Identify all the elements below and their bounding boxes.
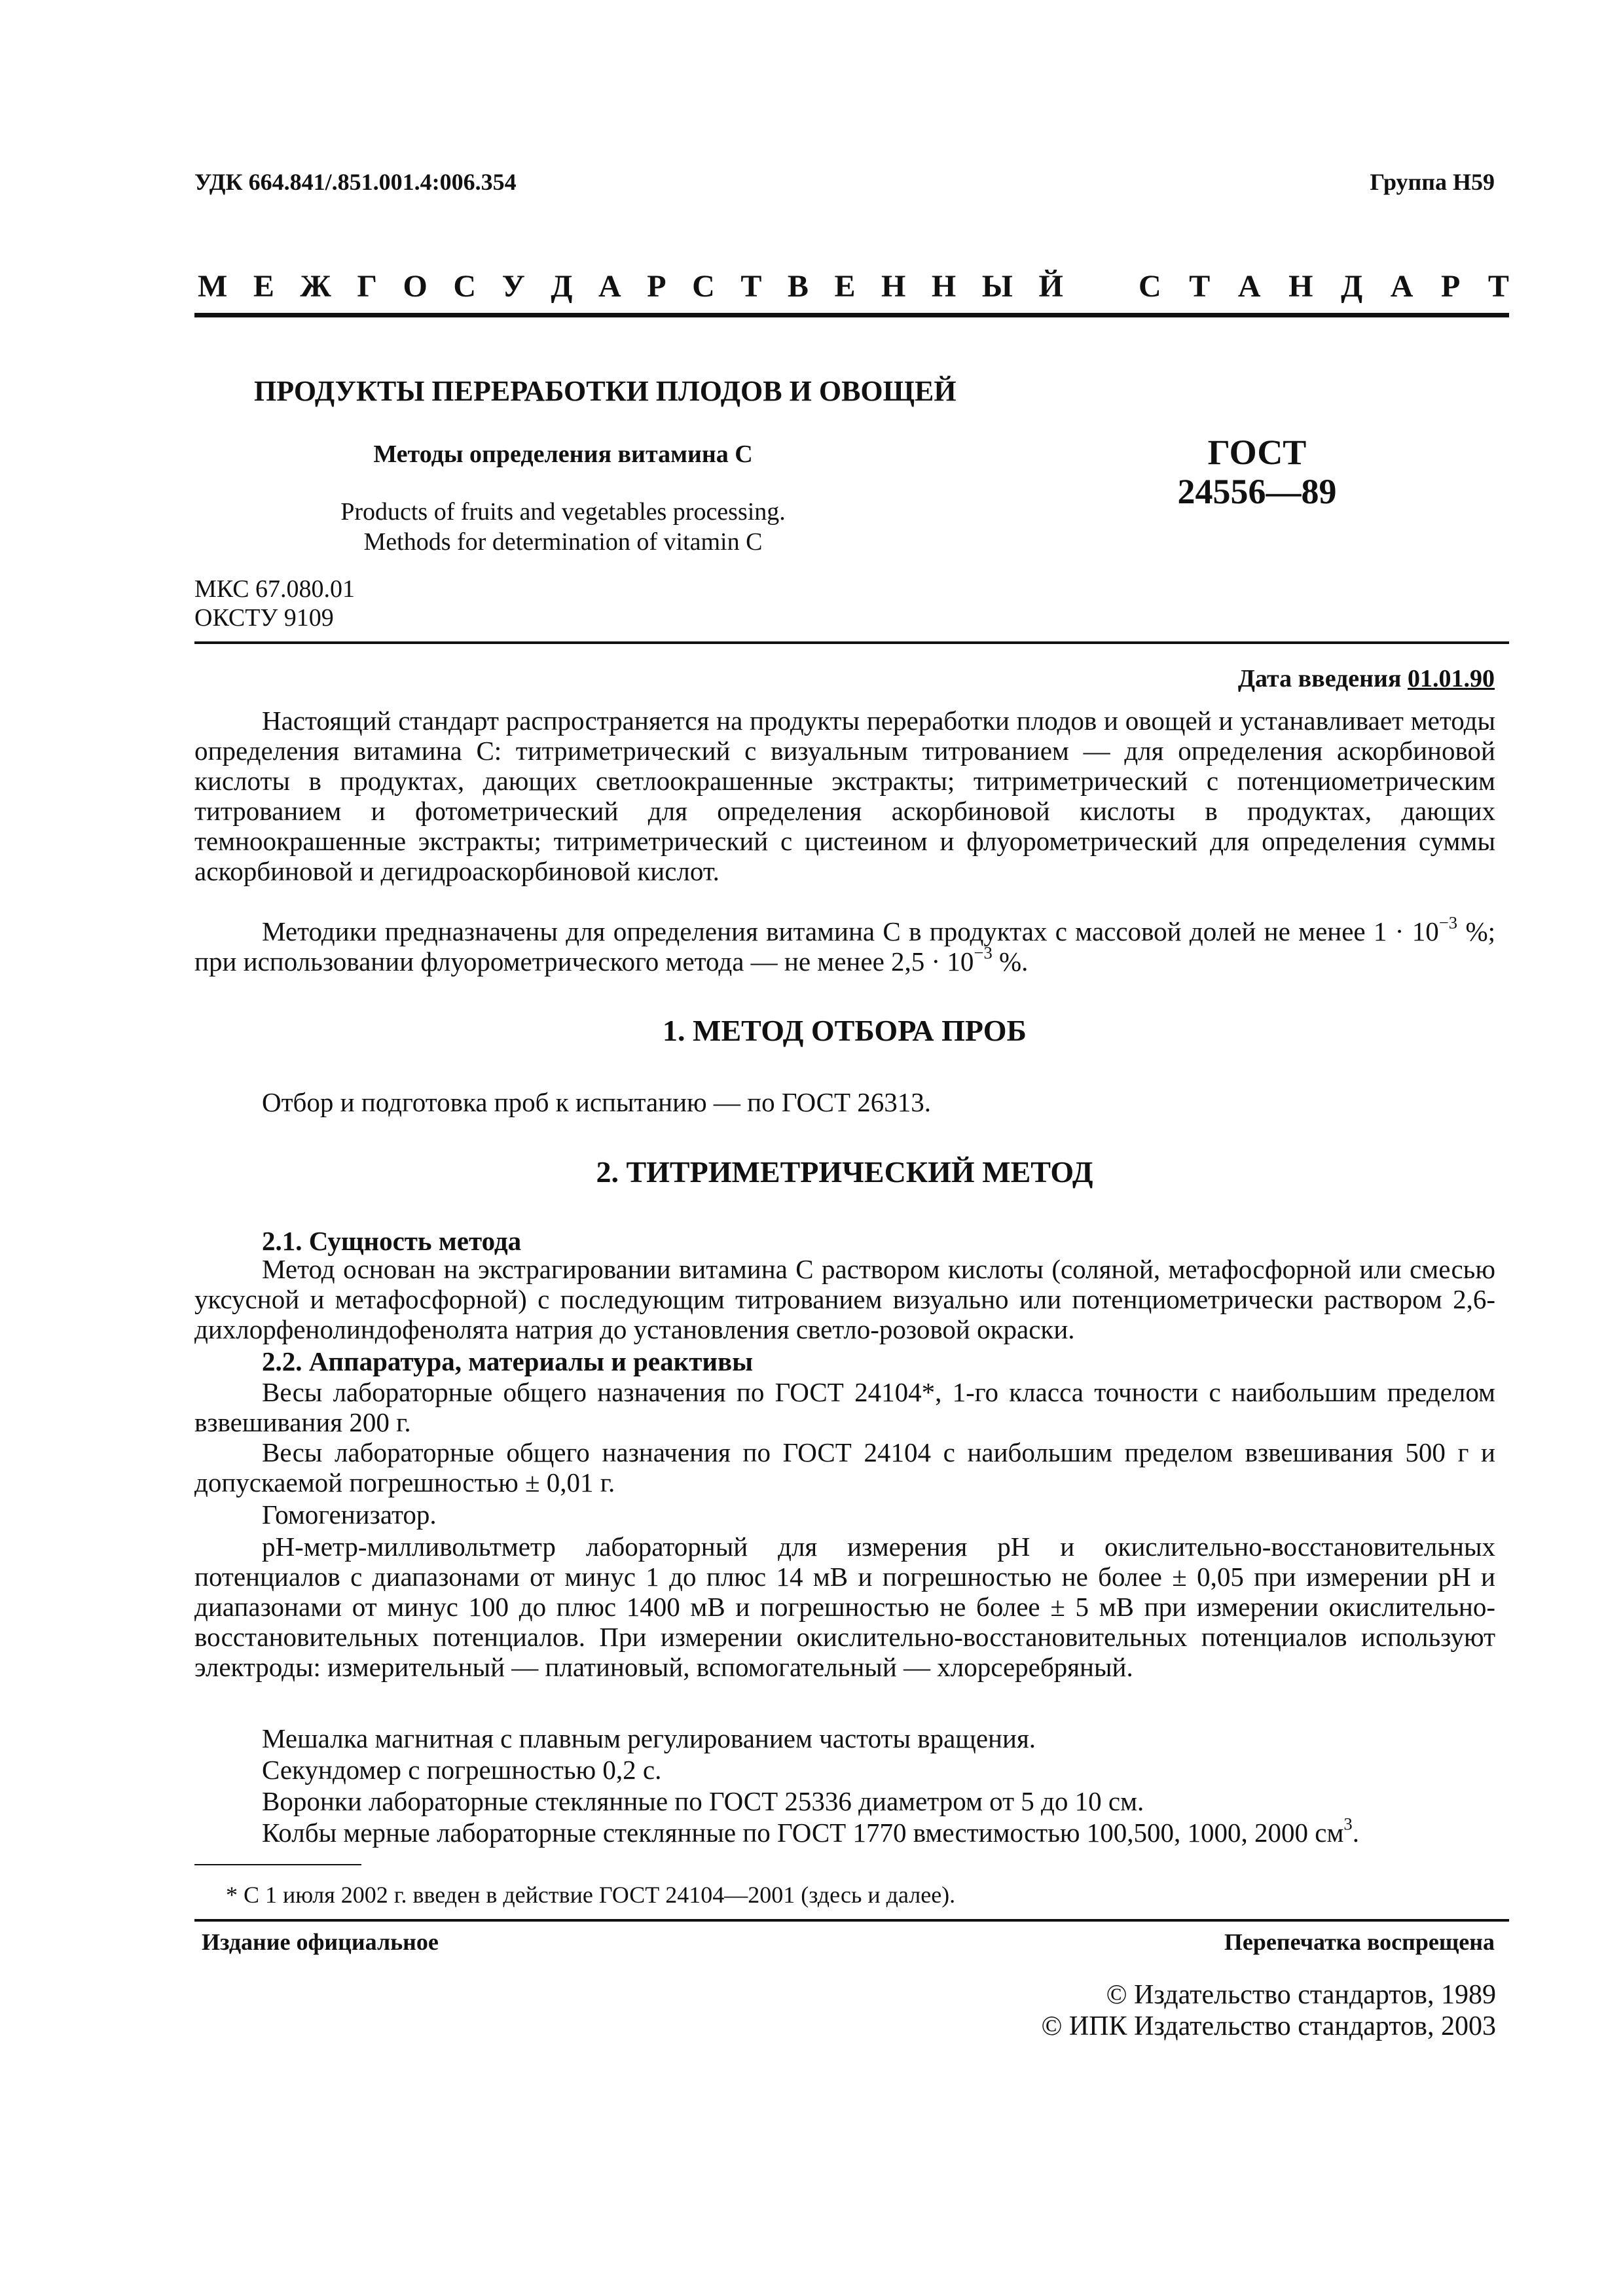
item-scales-2: Весы лабораторные общего назначения по ГОСТ 24104 с наибольшим пределом взвешивания 500 г и допускаемой погрешностью ± 0,01 г.: [194, 1437, 1495, 1498]
footnote: * С 1 июля 2002 г. введен в действие ГОСТ 24104—2001 (здесь и далее).: [226, 1882, 956, 1908]
item-funnels: Воронки лабораторные стеклянные по ГОСТ 25336 диаметром от 5 до 10 см.: [262, 1786, 1144, 1816]
standard-type-word-2-letter: Р: [1440, 269, 1461, 304]
standard-type-word-1-letter: Т: [740, 269, 762, 304]
standard-type-word-1-letter: Н: [931, 269, 957, 304]
standard-type-word-1-letter: У: [501, 269, 525, 304]
footer-rule: [194, 1919, 1509, 1922]
copyright-2: © ИПК Издательство стандартов, 2003: [1041, 2011, 1496, 2041]
standard-type-word-1-letter: М: [198, 269, 228, 304]
english-title-line-1: Products of fruits and vegetables processing.: [340, 498, 786, 526]
document-title: ПРОДУКТЫ ПЕРЕРАБОТКИ ПЛОДОВ И ОВОЩЕЙ: [254, 375, 957, 407]
item-stopwatch: Секундомер с погрешностью 0,2 с.: [262, 1755, 662, 1785]
copyright-1: © Издательство стандартов, 1989: [1106, 1980, 1496, 2010]
title-rule: [194, 641, 1509, 644]
standard-type-word-2-letter: Т: [1487, 269, 1509, 304]
introduction-date-label: Дата введения: [1237, 665, 1402, 692]
subsection-2-2-title: 2.2. Аппаратура, материалы и реактивы: [262, 1346, 754, 1376]
standard-type-word-1-letter: В: [787, 269, 809, 304]
introduction-date-value: 01.01.90: [1408, 665, 1495, 692]
standard-type-word-2-letter: А: [1390, 269, 1413, 304]
introduction-date: [1238, 664, 1495, 693]
standard-type-word-1-letter: А: [598, 269, 621, 304]
standard-type-word-2: [1139, 268, 1509, 304]
standard-type-word-1-letter: Ы: [981, 269, 1013, 304]
standard-type-word-1-letter: Р: [647, 269, 666, 304]
standard-type-word-1-letter: Е: [253, 269, 274, 304]
standard-type-word-1: [198, 268, 1063, 304]
gost-label: ГОСТ: [1207, 433, 1307, 472]
standard-type-heading: [198, 268, 1509, 304]
intro-paragraph-2: Методики предназначены для определения витамина С в продуктах с массовой долей не менее $1 \cdot 10^{-3}$ %; при использовании флуорометрического метода — не менее $2,5 \cdot 10^{-3}$ %.: [194, 912, 1496, 977]
okstu-code: ОКСТУ 9109: [194, 604, 334, 632]
official-edition-label: Издание официальное: [202, 1929, 439, 1955]
standard-type-word-1-letter: Г: [357, 269, 377, 304]
standard-type-word-1-letter: С: [453, 269, 477, 304]
section-2-heading: 2. ТИТРИМЕТРИЧЕСКИЙ МЕТОД: [596, 1155, 1093, 1189]
item-flasks: Колбы мерные лабораторные стеклянные по ГОСТ 1770 вместимостью 100,500, 1000, 2000 $см^3$.: [262, 1814, 1359, 1848]
gost-number: 24556—89: [1177, 472, 1337, 511]
standard-type-word-1-letter: С: [692, 269, 715, 304]
item-scales-1: Весы лабораторные общего назначения по ГОСТ 24104*, 1-го класса точности с наибольшим пределом взвешивания 200 г.: [194, 1377, 1495, 1437]
standard-type-word-2-letter: Т: [1189, 269, 1211, 304]
standard-type-word-2-letter: Д: [1341, 269, 1363, 304]
standard-type-word-1-letter: Ж: [300, 269, 331, 304]
reprint-prohibited-label: Перепечатка воспрещена: [1224, 1929, 1495, 1955]
item-ph-meter: рН-метр-милливольтметр лабораторный для измерения рН и окислительно-восстановительных потенциалов с диапазонами от минус 1 до плюс 14 мВ и погрешностью не более ± 0,05 при измерении рН и диапазонами от минус 100 до плюс 1400 мВ и погрешностью не более ± 5 мВ при измерении окислительно-восстановительных потенциалов. При измерении окислительно-восстановительных потенциалов используют электроды: измерительный — платиновый, вспомогательный — хлорсеребряный.: [194, 1532, 1495, 1682]
standard-type-word-2-letter: Н: [1288, 269, 1313, 304]
standard-type-word-1-letter: Д: [551, 269, 573, 304]
group-code: Группа Н59: [1370, 169, 1495, 195]
subsection-2-1-title: 2.1. Сущность метода: [262, 1226, 522, 1256]
udk-code: УДК 664.841/.851.001.4:006.354: [194, 169, 517, 195]
mks-code: МКС 67.080.01: [194, 575, 356, 603]
standard-type-word-1-letter: Е: [834, 269, 856, 304]
footnote-separator: [194, 1864, 361, 1865]
header-rule: [194, 313, 1509, 317]
intro-paragraph-1: Настоящий стандарт распространяется на продукты переработки плодов и овощей и устанавливает методы определения витамина С: титриметрический с визуальным титрованием — для определения аскорбиновой кислоты в продуктах, дающих светлоокрашенные экстракты; титриметрический с потенциометрическим титрованием и фотометрический для определения аскорбиновой кислоты в продуктах, дающих темноокрашенные экстракты; титриметрический с цистеином и флуорометрический для определения суммы аскорбиновой и дегидроаскорбиновой кислот.: [194, 706, 1495, 886]
section-1-heading: 1. МЕТОД ОТБОРА ПРОБ: [663, 1014, 1027, 1047]
standard-type-word-1-letter: Н: [881, 269, 906, 304]
document-subtitle: Методы определения витамина С: [373, 440, 753, 468]
standard-type-word-2-letter: А: [1237, 269, 1261, 304]
item-stirrer: Мешалка магнитная с плавным регулированием частоты вращения.: [262, 1723, 1036, 1753]
subsection-2-1-text: Метод основан на экстрагировании витамина С раствором кислоты (соляной, метафосфорной или смесью уксусной и метафосфорной) с последующим титрованием визуально или потенциометрически раствором 2,6-дихлорфенолиндофенолята натрия до установления светло-розовой окраски.: [194, 1254, 1495, 1344]
english-title-line-2: Methods for determination of vitamin C: [363, 528, 763, 556]
standard-type-word-2-letter: С: [1139, 269, 1161, 304]
standard-type-word-1-letter: О: [403, 269, 428, 304]
standard-type-word-1-letter: Й: [1038, 269, 1063, 304]
item-homogenizer: Гомогенизатор.: [262, 1499, 437, 1530]
section-1-text: Отбор и подготовка проб к испытанию — по ГОСТ 26313.: [262, 1087, 932, 1117]
